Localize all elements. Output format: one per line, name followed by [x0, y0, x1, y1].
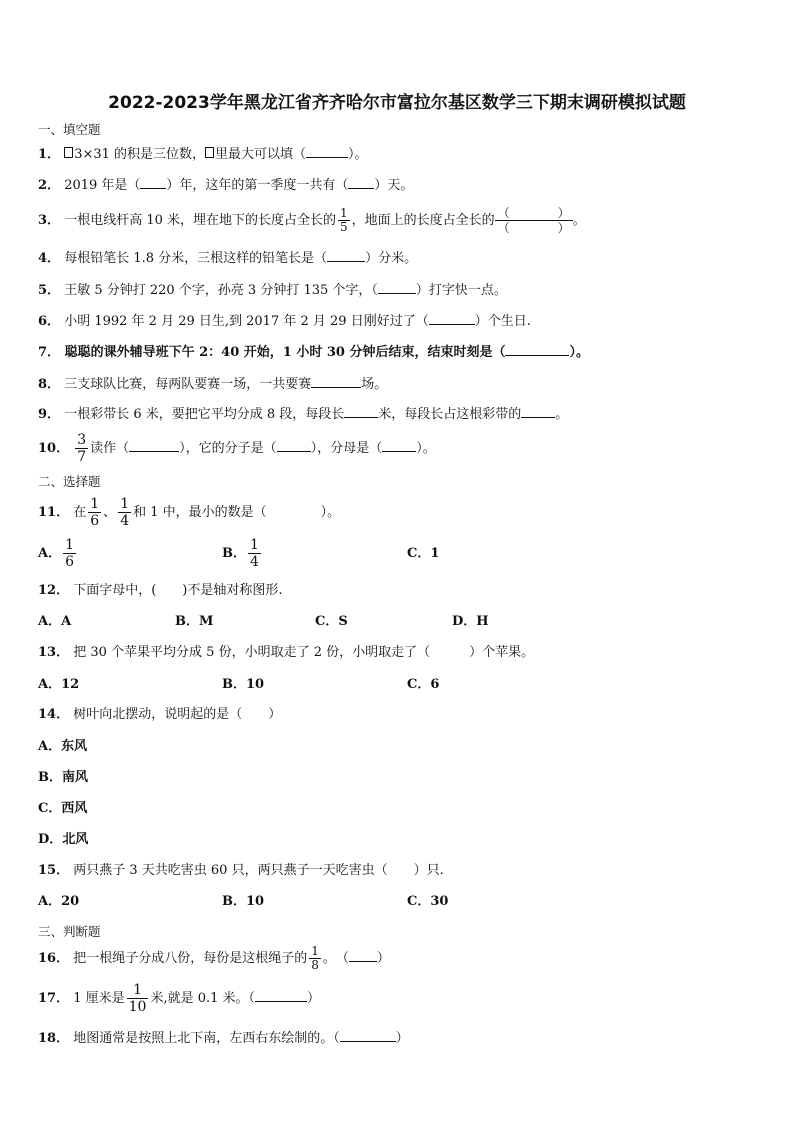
- question-text: ）分米。: [365, 251, 418, 266]
- question-text: 把 30 个苹果平均分成 5 份，小明取走了 2 份，小明取走了（ ）个苹果。: [73, 645, 535, 660]
- denominator: 4: [250, 554, 259, 570]
- answer-blank[interactable]: [344, 405, 378, 418]
- option-b[interactable]: B．10: [222, 677, 265, 692]
- question-text: 。: [555, 407, 569, 422]
- numerator: 1: [250, 537, 259, 553]
- question-15: [38, 862, 444, 880]
- question-text: 和 1 中，最小的数是（: [133, 505, 267, 520]
- question-text: 下面字母中，( )不是轴对称图形.: [73, 583, 283, 598]
- question-text: 地图通常是按照上北下南，左西右东绘制的。（: [73, 1031, 340, 1046]
- answer-blank[interactable]: [255, 989, 307, 1002]
- answer-blank[interactable]: [521, 405, 555, 418]
- question-text: 2019 年是（: [64, 178, 141, 193]
- answer-blank[interactable]: [348, 176, 374, 189]
- question-text: 米，每段长占这根彩带的: [378, 407, 522, 422]
- option-c[interactable]: C．30: [407, 894, 449, 909]
- answer-blank[interactable]: [129, 439, 179, 452]
- option-b[interactable]: B．10: [222, 894, 265, 909]
- page-title: 2022-2023学年黑龙江省齐齐哈尔市富拉尔基区数学三下期末调研模拟试题: [108, 93, 686, 113]
- option-b[interactable]: [222, 537, 263, 571]
- question-9: [38, 405, 568, 424]
- question-text: 米,就是 0.1 米。（: [150, 991, 256, 1006]
- question-text: 在: [73, 505, 87, 520]
- question-number: 5．: [38, 283, 61, 298]
- question-number: 4．: [38, 251, 61, 266]
- question-text: 读作（: [90, 441, 130, 456]
- denominator: 6: [65, 554, 75, 570]
- question-text: ）。: [348, 147, 368, 162]
- question-text: ）打字快一点。: [415, 283, 507, 298]
- question-17: [38, 982, 320, 1016]
- option-c[interactable]: C．1: [407, 546, 440, 561]
- option-a[interactable]: A．12: [38, 677, 80, 692]
- question-text: ）: [307, 991, 321, 1006]
- question-text: 一根彩带长 6 米，要把它平均分成 8 段，每段长: [64, 407, 345, 422]
- question-number: 11．: [38, 505, 70, 520]
- question-text: 、: [103, 505, 117, 520]
- fraction: [309, 945, 321, 972]
- question-text: ，地面上的长度占全长的: [351, 213, 495, 228]
- answer-blank[interactable]: [378, 281, 416, 294]
- option-c[interactable]: C．西风: [38, 801, 88, 816]
- question-number: 2．: [38, 178, 61, 193]
- question-number: 15．: [38, 863, 70, 878]
- question-text: ）个生日.: [474, 314, 531, 329]
- question-text: 3×31 的积是三位数，: [74, 147, 206, 162]
- question-6: [38, 312, 531, 331]
- denominator: 4: [120, 513, 130, 529]
- question-number: 6．: [38, 314, 61, 329]
- answer-blank[interactable]: [505, 343, 569, 356]
- question-text: 场。: [361, 377, 388, 392]
- question-text: ）: [395, 1031, 409, 1046]
- question-text: 两只燕子 3 天共吃害虫 60 只，两只燕子一天吃害虫（ ）只.: [73, 863, 444, 878]
- fraction: [248, 537, 261, 570]
- denominator-blank: （ ）: [497, 221, 570, 235]
- question-text: ）年，这年的第一季度一共有（: [166, 178, 349, 193]
- question-number: 10．: [38, 441, 70, 456]
- question-number: 13．: [38, 645, 70, 660]
- question-14: [38, 706, 281, 724]
- option-label: B．: [222, 546, 246, 561]
- answer-blank[interactable]: [327, 249, 365, 262]
- question-text: ）。: [416, 441, 436, 456]
- section-heading-choice: 二、选择题: [38, 474, 101, 489]
- option-label: A．: [38, 546, 62, 561]
- question-number: 8．: [38, 377, 61, 392]
- option-c[interactable]: C．S: [315, 614, 348, 629]
- numerator: 1: [90, 496, 100, 512]
- question-text: 1 厘米是: [73, 991, 125, 1006]
- question-number: 16．: [38, 951, 70, 966]
- question-text: 。 （: [322, 951, 349, 966]
- option-d[interactable]: D．北风: [38, 832, 89, 847]
- question-text: 把一根绳子分成八份，每份是这根绳子的: [73, 951, 308, 966]
- option-b[interactable]: B．南风: [38, 770, 88, 785]
- question-text: 三支球队比赛，每两队要赛一场，一共要赛: [64, 377, 312, 392]
- question-13: [38, 644, 534, 662]
- question-text: 王敏 5 分钟打 220 个字，孙亮 3 分钟打 135 个字，（: [64, 283, 378, 298]
- answer-blank[interactable]: [306, 145, 348, 158]
- numerator: 1: [65, 537, 75, 553]
- question-2: [38, 176, 413, 195]
- question-text: ）天。: [374, 178, 414, 193]
- denominator: 7: [77, 449, 87, 465]
- answer-blank[interactable]: [429, 312, 475, 325]
- section-heading-judgment: 三、判断题: [38, 924, 101, 939]
- denominator: 10: [128, 999, 147, 1015]
- question-number: 14．: [38, 707, 70, 722]
- option-a[interactable]: [38, 537, 78, 571]
- box-icon: [64, 147, 73, 158]
- denominator: 6: [90, 513, 100, 529]
- numerator: 1: [120, 496, 130, 512]
- question-text: ），分母是（: [310, 441, 383, 456]
- box-icon: [205, 147, 214, 158]
- question-3: [38, 206, 586, 235]
- question-5: [38, 281, 507, 300]
- fraction: [75, 432, 88, 465]
- answer-blank[interactable]: [349, 949, 377, 962]
- question-text: 小明 1992 年 2 月 29 日生,到 2017 年 2 月 29 日刚好过了（: [64, 314, 429, 329]
- answer-fraction-blank[interactable]: [495, 206, 573, 235]
- numerator: 1: [311, 944, 319, 958]
- answer-blank[interactable]: [311, 375, 361, 388]
- question-1: [38, 145, 368, 164]
- question-text: 。: [572, 213, 586, 228]
- question-16: [38, 943, 390, 975]
- answer-blank[interactable]: [340, 1029, 396, 1042]
- question-8: [38, 375, 387, 394]
- fraction: [88, 496, 101, 529]
- answer-blank[interactable]: [277, 439, 311, 452]
- question-text: 树叶向北摆动，说明起的是（ ）: [73, 707, 282, 722]
- numerator: 3: [77, 432, 87, 448]
- question-number: 9．: [38, 407, 61, 422]
- question-number: 3．: [38, 213, 61, 228]
- option-a[interactable]: A．20: [38, 894, 80, 909]
- answer-blank[interactable]: [382, 439, 416, 452]
- fraction: [127, 982, 149, 1015]
- question-number: 12．: [38, 583, 70, 598]
- question-text: ），它的分子是（: [179, 441, 277, 456]
- numerator-blank: （ ）: [495, 206, 573, 221]
- question-text: 一根电线杆高 10 米，埋在地下的长度占全长的: [64, 213, 336, 228]
- question-text: 聪聪的课外辅导班下午 2：40 开始，1 小时 30 分钟后结束，结束时刻是（: [64, 345, 506, 360]
- answer-blank[interactable]: [140, 176, 166, 189]
- option-d[interactable]: D．H: [452, 614, 489, 629]
- question-7: [38, 343, 589, 362]
- denominator: 5: [340, 220, 348, 234]
- option-a[interactable]: A．东风: [38, 739, 88, 754]
- question-text: 每根铅笔长 1.8 分米，三根这样的铅笔长是（: [64, 251, 328, 266]
- numerator: 1: [127, 982, 149, 999]
- question-10: [38, 432, 436, 466]
- question-text: ）。: [569, 345, 589, 360]
- question-number: 17．: [38, 991, 70, 1006]
- question-12: [38, 582, 283, 600]
- question-text: ）: [376, 951, 390, 966]
- question-18: [38, 1029, 409, 1048]
- option-b[interactable]: B．M: [175, 614, 214, 629]
- numerator: 1: [340, 206, 348, 220]
- option-a[interactable]: A．A: [38, 614, 72, 629]
- option-c[interactable]: C．6: [407, 677, 440, 692]
- fraction: [338, 207, 350, 234]
- question-4: [38, 249, 417, 268]
- section-heading-fill-in: 一、填空题: [38, 122, 101, 137]
- question-text: 里最大可以填（: [215, 147, 307, 162]
- question-number: 1．: [38, 147, 61, 162]
- fraction: [63, 537, 76, 570]
- fraction: [118, 496, 131, 529]
- question-number: 7．: [38, 345, 61, 360]
- question-text: ）。: [320, 505, 341, 520]
- question-number: 18．: [38, 1031, 70, 1046]
- question-11: [38, 496, 340, 530]
- denominator: 8: [311, 958, 319, 972]
